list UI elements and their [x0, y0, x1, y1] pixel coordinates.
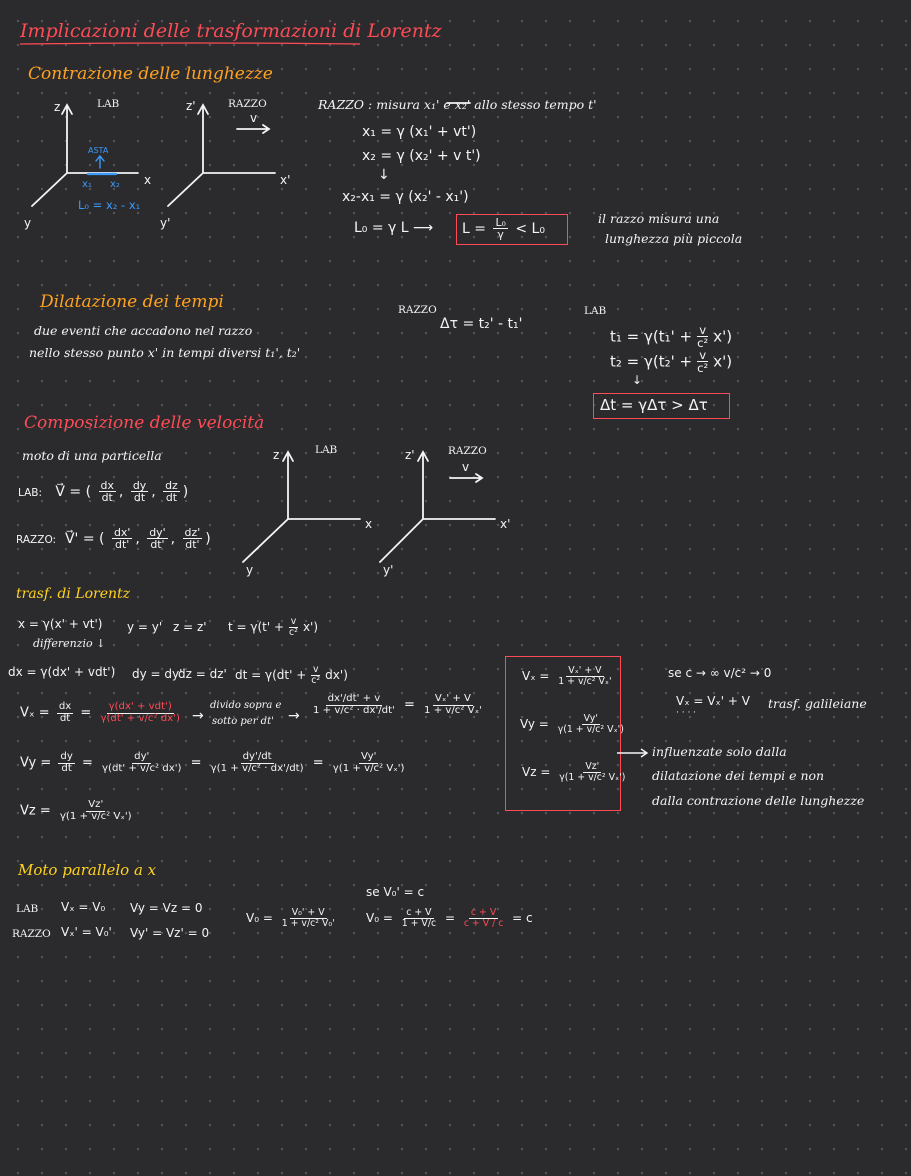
eq-x1: x₁ = γ (x₁' + vt') [362, 124, 477, 140]
eq-vy-chain: Vy = $\frac{dy}{dt}$ = $\frac{dy'}{\text{γ(dt' + v/c² dx')}}$ = $\frac{dy'/dt}{\text{γ(1 + v/c² · dx'/dt)}}$ = $\frac{Vy'}{\text{γ(1 + v/c² Vₓ')}}$ [20, 751, 405, 774]
note-velocita-1: influenzate solo dalla [652, 744, 787, 759]
l0-definition: L₀ = x₂ - x₁ [78, 198, 141, 212]
heading-trasf: trasf. di Lorentz [16, 586, 131, 602]
x2-label: x₂ [110, 179, 120, 190]
arrow-vx-1: → [192, 708, 204, 724]
axis-yp-1: y' [160, 216, 171, 230]
axis-yp-2: y' [383, 563, 394, 577]
eq-trasf-t: t = γ(t' + $\frac{v}{\text{c²}}$ x') [228, 616, 319, 638]
eq-dt: dt = γ(dt' + $\frac{v}{\text{c²}}$ dx') [235, 664, 348, 686]
lab-label-dil: LAB [584, 305, 607, 317]
eq-dy: dy = dy' [132, 667, 183, 681]
dilatazione-line2: nello stesso punto x' in tempi diversi t₁', t₂' [29, 345, 301, 360]
v-razzo-vector: RAZZO: V⃗' = ( $\frac{dx'}{dt'}$ , $\frac{dy'}{dt'}$ , $\frac{dz'}{dt'}$ ) [16, 526, 211, 552]
razzo-vx: Vₓ' = V₀' [61, 925, 112, 939]
v-label-2: v [462, 460, 470, 474]
limit-note: se c → ∞ v/c² → 0 [668, 666, 772, 680]
axis-y-2: y [246, 563, 254, 577]
delta-tau-def: Δτ = t₂' - t₁' [440, 316, 523, 332]
eq-trasf-z: z = z' [173, 620, 207, 634]
razzo-label-2: RAZZO [448, 445, 487, 457]
box-vz: Vz = $\frac{Vz'}{\text{γ(1 + v/c² Vₓ')}}$ [522, 761, 626, 783]
eq-trasf-y: y = y' [127, 620, 163, 634]
x1-label: x₁ [82, 179, 92, 190]
page-title: Implicazioni delle trasformazioni di Lorentz [20, 20, 442, 42]
eq-v0: V₀ = $\frac{\text{V₀' + V}}{\text{1 + v/c² V₀'}}$ [246, 907, 335, 929]
v-label-1: v [250, 111, 258, 125]
axis-y-1: y [24, 216, 32, 230]
galilean-label: trasf. galileiane [768, 696, 867, 711]
heading-contrazione: Contrazione delle lunghezze [28, 64, 273, 84]
arrow-vx-2: → [288, 708, 300, 724]
eq-x2: x₂ = γ (x₂' + v t') [362, 148, 481, 164]
differenzio-label: differenzio ↓ [33, 637, 106, 650]
result-contrazione: L = $\frac{\text{L₀}}{\gamma}$ < L₀ [462, 216, 545, 242]
divido-line2: sotto per dt' [212, 716, 274, 727]
axis-z-2: z [273, 448, 280, 462]
eq-vz: Vz = $\frac{Vz'}{\text{γ(1 + v/c² Vₓ')}}$ [20, 799, 132, 822]
ellipsis: · · · · [676, 708, 697, 718]
box-vy: Vy = $\frac{Vy'}{\text{γ(1 + v/c² Vₓ')}}$ [520, 713, 624, 735]
eq-l0: L₀ = γ L ⟶ [354, 220, 434, 236]
asta-label: ASTA [88, 146, 109, 155]
razzo-label-1: RAZZO [228, 98, 267, 110]
dilatazione-line1: due eventi che accadono nel razzo [34, 323, 253, 338]
razzo-vy: Vy' = Vz' = 0 [130, 926, 210, 940]
se-c: se V₀' = c [366, 885, 425, 899]
axis-zp-1: z' [186, 99, 196, 113]
box-vx: Vₓ = $\frac{\text{Vₓ' + V}}{\text{1 + v/c² Vₓ'}}$ [522, 665, 612, 687]
lab-label-par: LAB [16, 903, 39, 915]
divido-line1: divido sopra e [210, 700, 282, 711]
arrow-down-dil: ↓ [632, 373, 643, 387]
galilean-eq: Vₓ = Vₓ' + V [676, 694, 750, 708]
eq-vx-result: $\frac{dx'/dt' + v}{\text{1 + v/c² · dx'/dt'}}$ = $\frac{\text{Vₓ' + V}}{\text{1 + v/c² Vₓ'}}$ [313, 693, 482, 716]
axis-xp-1: x' [280, 173, 291, 187]
note-velocita-2: dilatazione dei tempi e non [652, 768, 825, 783]
lab-vx: Vₓ = V₀ [61, 900, 106, 914]
eq-v0-c: V₀ = $\frac{c + V}{1 + V/c}$ = $\frac{c + V}{c + V / c}$ = c [366, 907, 533, 929]
eq-vx-chain: Vₓ = $\frac{dx}{dt}$ = $\frac{\text{γ(dx' + vdt')}}{\text{γ(dt' + v/c² dx')}}$ [20, 701, 180, 724]
note-contrazione-1: il razzo misura una [598, 211, 720, 226]
eq-t2: t₂ = γ(t₂' + $\frac{v}{\text{c²}}$ x') [610, 348, 733, 376]
axis-x-1: x [144, 173, 152, 187]
lab-label-2: LAB [315, 444, 338, 456]
axis-xp-2: x' [500, 517, 511, 531]
eq-x2-x1: x₂-x₁ = γ (x₂' - x₁') [342, 189, 469, 205]
moto-particella: moto di una particella [22, 448, 162, 463]
result-dilatazione: Δt = γΔτ > Δτ [600, 396, 708, 414]
lab-label-1: LAB [97, 98, 120, 110]
note-contrazione-2: lunghezza più piccola [605, 231, 743, 246]
heading-composizione: Composizione delle velocità [24, 413, 265, 433]
axis-z-1: z [54, 100, 61, 114]
arrow-down-1: ↓ [378, 167, 390, 183]
eq-dz: dz = dz' [178, 667, 227, 681]
axis-x-2: x [365, 517, 373, 531]
heading-dilatazione: Dilatazione dei tempi [40, 292, 224, 312]
eq-trasf-x: x = γ(x' + vt') [18, 617, 103, 631]
eq-t1: t₁ = γ(t₁' + $\frac{v}{\text{c²}}$ x') [610, 323, 733, 351]
v-lab-vector: LAB: V⃗ = ( $\frac{dx}{dt}$ , $\frac{dy}{dt}$ , $\frac{dz}{dt}$ ) [18, 479, 189, 505]
axis-zp-2: z' [405, 448, 415, 462]
razzo-label-dil: RAZZO [398, 304, 437, 316]
razzo-label-par: RAZZO [12, 928, 51, 940]
eq-dx: dx = γ(dx' + vdt') [8, 665, 116, 679]
razzo-misura-text: RAZZO : misura x₁' e x₂' allo stesso tempo t' [318, 97, 597, 112]
lab-vy: Vy = Vz = 0 [130, 901, 203, 915]
heading-parallelo: Moto parallelo a x [18, 861, 157, 879]
note-velocita-3: dalla contrazione delle lunghezze [652, 793, 865, 808]
